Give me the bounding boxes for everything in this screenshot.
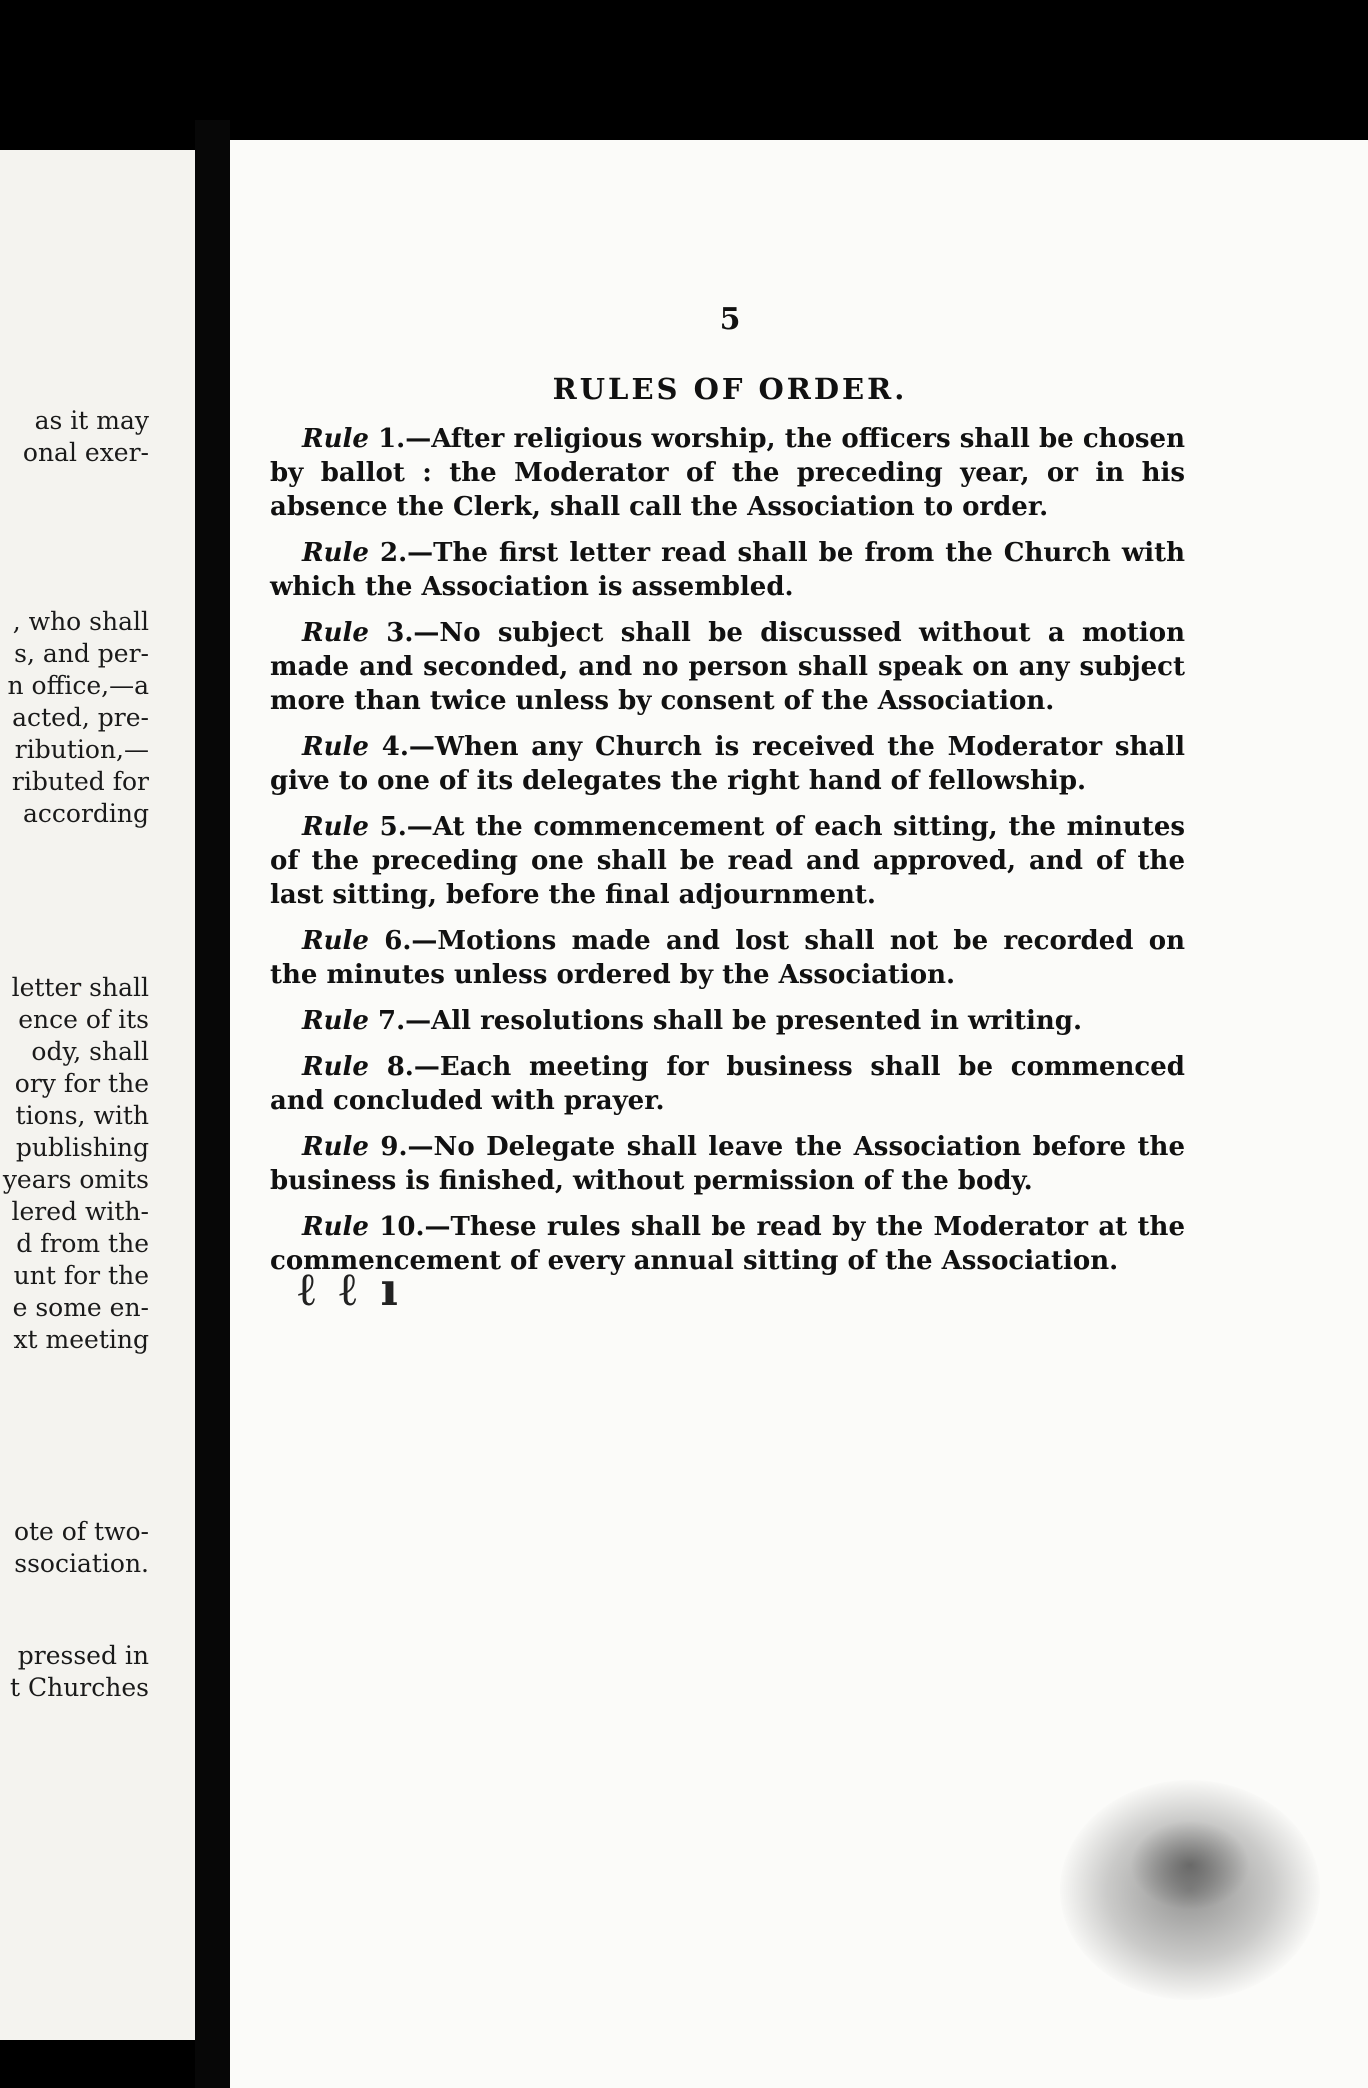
rule-7 (270, 1004, 1185, 1038)
left-fragment-line: according (22, 799, 149, 828)
left-fragment-line: pressed in (17, 1641, 149, 1670)
left-fragment-line: ory for the (14, 1069, 149, 1098)
left-fragment-line: t Churches (9, 1673, 149, 1702)
rule-9 (270, 1130, 1185, 1198)
left-fragment-line: as it may (34, 406, 149, 435)
left-fragment-line: ributed for (11, 767, 149, 796)
rule-text: 6.—Motions made and lost shall not be recorded on the minutes unless ordered by the Association. (270, 926, 1185, 990)
page-heading: RULES OF ORDER. (552, 372, 908, 406)
previous-page-fragment (0, 150, 195, 2040)
rule-label: Rule (302, 926, 369, 956)
rule-label: Rule (302, 732, 369, 762)
left-fragment-line: xt meeting (13, 1325, 149, 1354)
left-fragment-line: ote of two- (13, 1517, 149, 1546)
left-fragment-line: publishing (15, 1133, 149, 1162)
rule-label: Rule (302, 538, 369, 568)
rule-1 (270, 422, 1185, 524)
left-fragment-line: years omits (2, 1165, 149, 1194)
rule-text: 3.—No subject shall be discussed without a motion made and seconded, and no person shall speak on any subject more than twice unless by consent of the Association. (270, 618, 1185, 716)
left-fragment-line: , who shall (12, 607, 149, 636)
left-fragment-line: unt for the (13, 1261, 149, 1290)
rule-label: Rule (302, 1006, 369, 1036)
left-fragment-line: d from the (16, 1229, 149, 1258)
left-fragment-line: ence of its (18, 1005, 149, 1034)
left-fragment-line: tions, with (15, 1101, 149, 1130)
rule-8 (270, 1050, 1185, 1118)
rule-6 (270, 924, 1185, 992)
rule-5 (270, 810, 1185, 912)
left-fragment-line: letter shall (11, 973, 149, 1002)
book-gutter (195, 120, 230, 2088)
page-number: 5 (719, 302, 741, 337)
rule-text: 5.—At the commencement of each sitting, the minutes of the preceding one shall be read and approved, and of the last sitting, before the final adjournment. (270, 812, 1185, 910)
rule-10 (270, 1210, 1185, 1278)
rule-label: Rule (302, 424, 369, 454)
left-fragment-line: ribution,— (14, 735, 149, 764)
current-page (230, 140, 1368, 2088)
rule-text: 9.—No Delegate shall leave the Association before the business is finished, without permission of the body. (270, 1132, 1185, 1196)
rule-text: 7.—All resolutions shall be presented in writing. (368, 1006, 1082, 1036)
rule-text: 2.—The first letter read shall be from the Church with which the Association is assembled. (270, 538, 1185, 602)
left-fragment-line: lered with- (11, 1197, 149, 1226)
rule-label: Rule (302, 1212, 369, 1242)
left-fragment-line: onal exer- (22, 438, 149, 467)
rule-3 (270, 616, 1185, 718)
rule-label: Rule (302, 1132, 369, 1162)
left-fragment-line: acted, pre- (12, 703, 149, 732)
left-fragment-line: e some en- (12, 1293, 149, 1322)
rule-4 (270, 730, 1185, 798)
rule-label: Rule (302, 812, 369, 842)
rule-text: 8.—Each meeting for business shall be commenced and concluded with prayer. (270, 1052, 1185, 1116)
pencil-mark: ℓ ℓ ı (298, 1262, 403, 1316)
rules-list (270, 422, 1185, 1290)
rule-label: Rule (302, 618, 369, 648)
rule-text: 4.—When any Church is received the Moderator shall give to one of its delegates the right hand of fellowship. (270, 732, 1185, 796)
left-fragment-line: n office,—a (7, 671, 149, 700)
left-fragment-line: ssociation. (14, 1549, 149, 1578)
left-fragment-line: s, and per- (14, 639, 149, 668)
rule-label: Rule (302, 1052, 369, 1082)
rule-2 (270, 536, 1185, 604)
rule-text: 10.—These rules shall be read by the Moderator at the commencement of every annual sitting of the Association. (270, 1212, 1185, 1276)
rule-text: 1.—After religious worship, the officers shall be chosen by ballot : the Moderator of the preceding year, or in his absence the Clerk, shall call the Association to order. (270, 424, 1185, 522)
left-fragment-line: ody, shall (31, 1037, 149, 1066)
ink-stain (1130, 1820, 1250, 1910)
